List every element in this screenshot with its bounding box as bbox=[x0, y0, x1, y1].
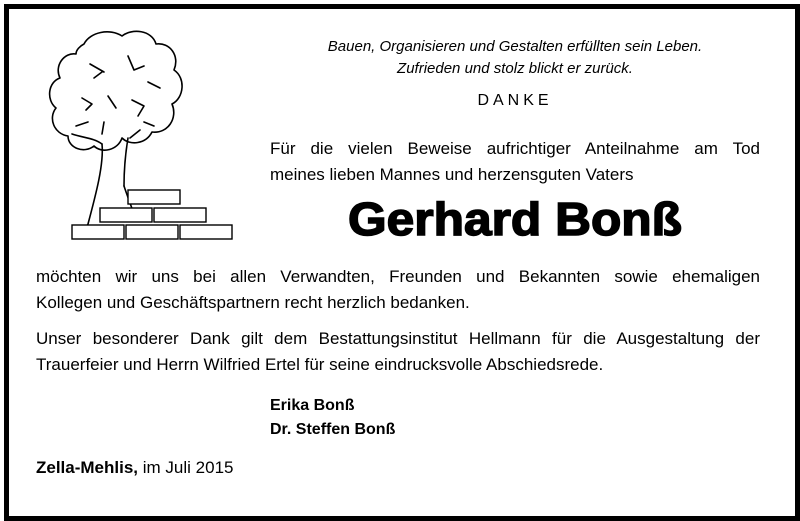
motto-line-1: Bauen, Organisieren und Gestalten erfüllten sein Leben. bbox=[327, 38, 703, 55]
place: Zella-Mehlis, bbox=[36, 458, 139, 477]
signatory-2: Dr. Steffen Bonß bbox=[270, 421, 396, 438]
heading-danke: DANKE bbox=[477, 92, 553, 109]
date: im Juli 2015 bbox=[142, 458, 234, 477]
signatory-1: Erika Bonß bbox=[270, 397, 355, 414]
motto-line-2: Zufrieden und stolz blickt er zurück. bbox=[397, 60, 633, 77]
special-thanks-line-1: Unser besonderer Dank gilt dem Bestattungsinstitut Hellmann für die Ausgestaltung der bbox=[36, 329, 760, 348]
intro-line-1: Für die vielen Beweise aufrichtiger Anteilnahme am Tod bbox=[270, 139, 760, 158]
intro-line-2: meines lieben Mannes und herzensguten Vaters bbox=[270, 165, 634, 184]
deceased-name: Gerhard Bonß bbox=[348, 193, 682, 245]
tree-and-bricks-icon bbox=[44, 26, 244, 246]
thanks-line-1: möchten wir uns bei allen Verwandten, Freunden und Bekannten sowie ehemaligen bbox=[36, 267, 760, 286]
special-thanks-line-2: Trauerfeier und Herrn Wilfried Ertel für seine eindrucksvolle Abschiedsrede. bbox=[36, 355, 604, 374]
thanks-line-2: Kollegen und Geschäftspartnern recht herzlich bedanken. bbox=[36, 293, 470, 312]
place-and-date bbox=[36, 458, 233, 478]
